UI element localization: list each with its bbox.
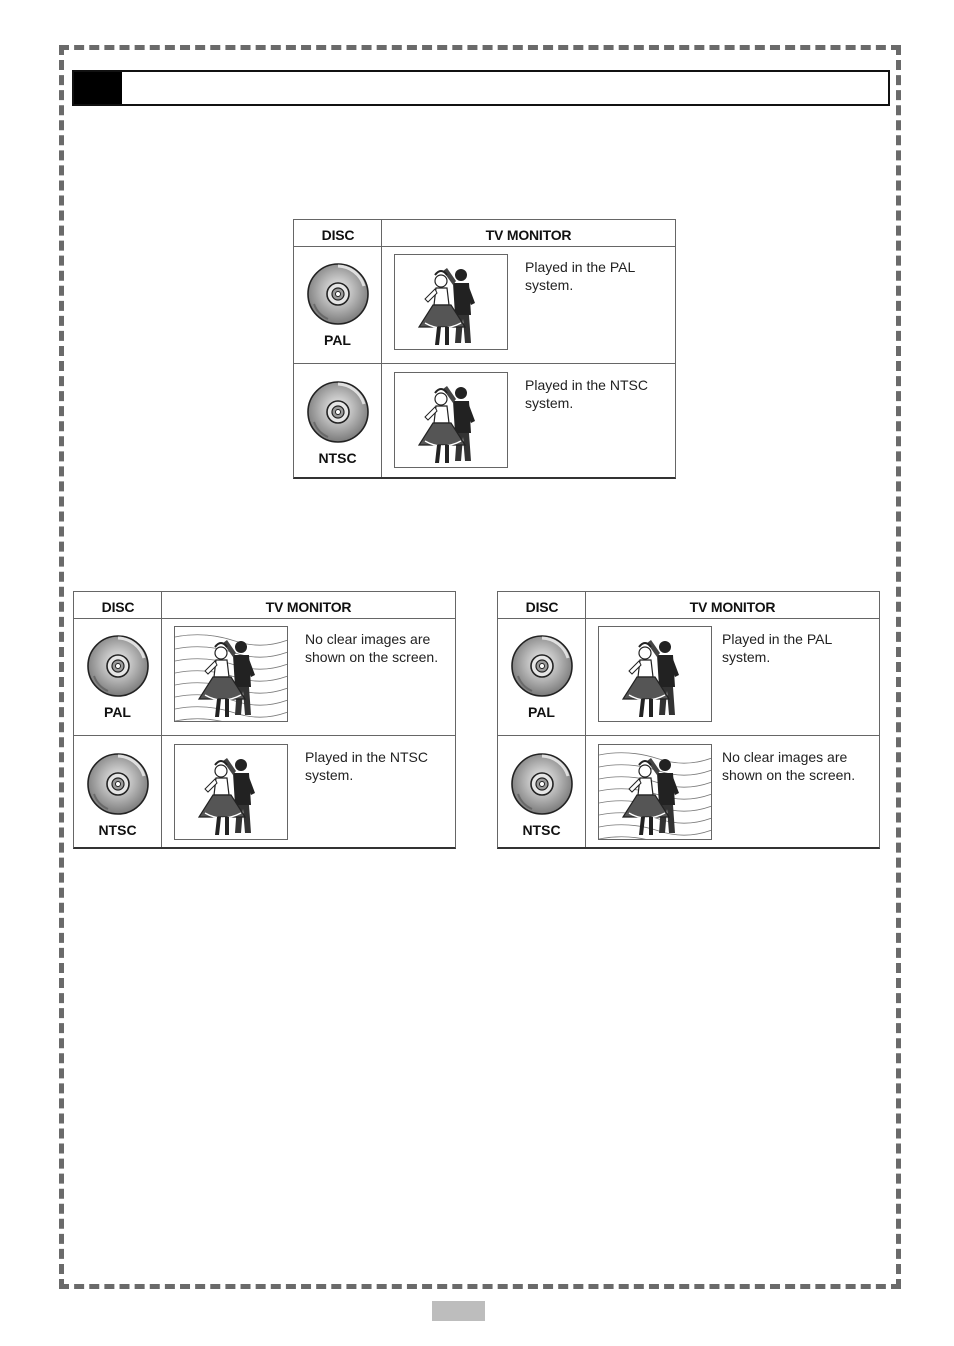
- section-header-bar: [72, 70, 890, 106]
- result-line-2: system.: [722, 649, 771, 665]
- result-text: [305, 748, 465, 784]
- compat-table-left: [73, 591, 456, 849]
- result-line-1: Played in the PAL: [525, 259, 636, 275]
- header-tv-monitor: TV MONITOR: [265, 599, 352, 615]
- row-divider: [74, 735, 455, 736]
- tv-monitor-image: [598, 626, 712, 722]
- header-disc: DISC: [101, 599, 135, 615]
- result-line-1: Played in the NTSC: [525, 377, 648, 393]
- dancing-couple-image: [599, 627, 711, 721]
- disc-icon: [306, 262, 370, 326]
- compat-table-top: [293, 219, 676, 479]
- dancing-couple-image: [175, 745, 287, 839]
- disc-cell-ntsc: [498, 752, 585, 838]
- tv-monitor-image: [394, 254, 508, 350]
- disc-icon: [510, 634, 574, 698]
- disc-cell-pal: [498, 634, 585, 720]
- disc-label: NTSC: [522, 822, 561, 838]
- header-tv-monitor: TV MONITOR: [689, 599, 776, 615]
- column-divider: [161, 592, 162, 847]
- disc-icon: [306, 380, 370, 444]
- header-disc: DISC: [525, 599, 559, 615]
- result-line-2: system.: [525, 395, 574, 411]
- result-line-1: No clear images are: [722, 749, 848, 765]
- section-title: [122, 72, 888, 104]
- result-line-2: system.: [525, 277, 574, 293]
- disc-label: NTSC: [98, 822, 137, 838]
- disc-label: PAL: [528, 704, 555, 720]
- result-line-2: shown on the screen.: [305, 649, 439, 665]
- result-text: [525, 376, 685, 412]
- row-divider: [498, 735, 879, 736]
- disc-label: PAL: [324, 332, 351, 348]
- tv-monitor-image-distorted: [174, 626, 288, 722]
- disc-icon: [86, 752, 150, 816]
- tv-monitor-image: [394, 372, 508, 468]
- disc-cell-pal: [294, 262, 381, 348]
- result-text: [305, 630, 465, 666]
- result-line-2: shown on the screen.: [722, 767, 856, 783]
- result-line-1: Played in the PAL: [722, 631, 833, 647]
- dancing-couple-image: [395, 255, 507, 349]
- disc-cell-ntsc: [294, 380, 381, 466]
- header-tv-monitor: TV MONITOR: [485, 227, 572, 243]
- row-divider: [294, 363, 675, 364]
- column-divider: [381, 220, 382, 477]
- result-text: [722, 748, 882, 784]
- disc-cell-pal: [74, 634, 161, 720]
- disc-label: NTSC: [318, 450, 357, 466]
- disc-icon: [86, 634, 150, 698]
- dancing-couple-image: [599, 745, 711, 839]
- dancing-couple-image: [175, 627, 287, 721]
- result-text: [722, 630, 882, 666]
- disc-cell-ntsc: [74, 752, 161, 838]
- disc-icon: [510, 752, 574, 816]
- disc-label: PAL: [104, 704, 131, 720]
- result-line-2: system.: [305, 767, 354, 783]
- dancing-couple-image: [395, 373, 507, 467]
- column-divider: [585, 592, 586, 847]
- tv-monitor-image-distorted: [598, 744, 712, 840]
- header-disc: DISC: [321, 227, 355, 243]
- section-marker: [74, 72, 122, 104]
- tv-monitor-image: [174, 744, 288, 840]
- compat-table-right: [497, 591, 880, 849]
- result-line-1: Played in the NTSC: [305, 749, 428, 765]
- result-text: [525, 258, 685, 294]
- result-line-1: No clear images are: [305, 631, 431, 647]
- page-number-tab: [432, 1301, 485, 1321]
